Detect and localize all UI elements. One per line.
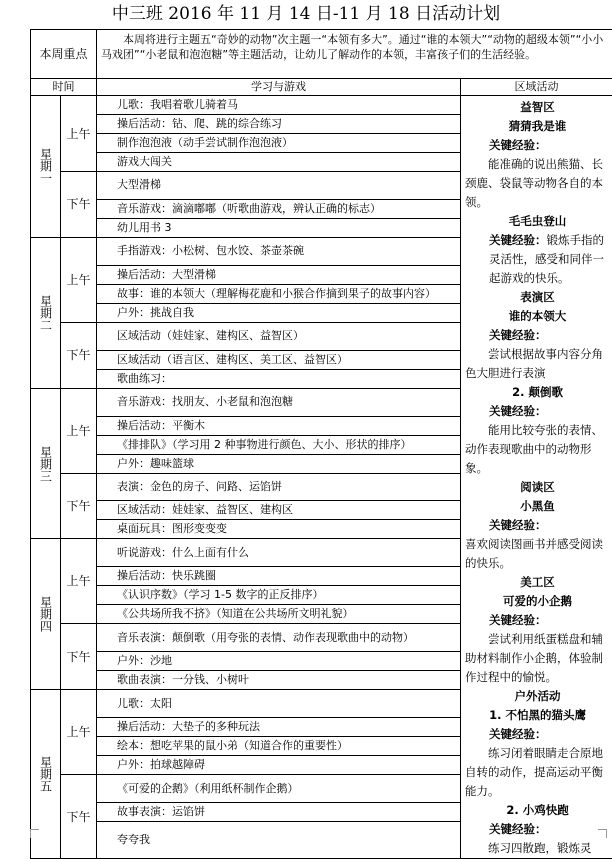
day-row (31, 96, 612, 115)
activity-cell: 儿歌：我唱着歌儿骑着马 (97, 96, 461, 115)
area-activities (461, 96, 612, 859)
header-time: 时间 (31, 79, 97, 96)
key-experience-text: 练习四散跑，锻炼灵 (465, 839, 610, 858)
activity-cell: 操后活动：大垫子的多种玩法 (97, 718, 461, 737)
activity-cell: 操后活动：大型滑梯 (97, 265, 461, 284)
key-experience-label: 关键经验： (465, 725, 610, 744)
activity-cell: 《认识序数》（学习 1-5 数字的正反排序） (97, 586, 461, 605)
area-title: 益智区 (465, 98, 610, 117)
area-title: 阅读区 (465, 478, 610, 497)
key-experience-label: 关键经验： (465, 402, 610, 421)
activity-cell: 区域活动（语言区、建构区、美工区、益智区） (97, 350, 461, 369)
area-title: 表演区 (465, 288, 610, 307)
activity-cell: 听说游戏：什么上面有什么 (97, 539, 461, 567)
key-experience-label: 关键经验： (465, 611, 610, 630)
header-area: 区域活动 (461, 79, 612, 96)
activity-cell: 制作泡泡液（动手尝试制作泡泡液） (97, 134, 461, 153)
activity-cell: 桌面玩具：图形变变变 (97, 520, 461, 539)
activity-cell: 歌曲练习： (97, 369, 461, 388)
key-experience-text: 喜欢阅读图画书并感受阅读的快乐。 (465, 535, 610, 573)
activity-cell: 户外：挑战自我 (97, 303, 461, 322)
area-title: 1. 不怕黑的猫头鹰 (465, 706, 610, 725)
activity-cell: 夸夸我 (97, 822, 461, 859)
morning-label: 上午 (61, 539, 97, 624)
header-learning: 学习与游戏 (97, 79, 461, 96)
activity-cell: 《公共场所我不挤》（知道在公共场所文明礼貌） (97, 605, 461, 624)
day-label: 星期三 (31, 388, 61, 539)
activity-cell: 故事：谁的本领大（理解梅花鹿和小猴合作摘到果子的故事内容） (97, 284, 461, 303)
activity-cell: 操后活动：平衡木 (97, 416, 461, 435)
activity-cell: 游戏大闯关 (97, 153, 461, 172)
activity-cell: 操后活动：钻、爬、跳的综合练习 (97, 115, 461, 134)
key-experience-text: 尝试根据故事内容分角色大胆进行表演 (465, 345, 610, 383)
activity-cell: 歌曲表演：一分钱、小树叶 (97, 671, 461, 690)
activity-cell: 音乐表演：颠倒歌（用夸张的表情、动作表现歌曲中的动物） (97, 624, 461, 652)
key-experience-label: 关键经验： (465, 136, 610, 155)
area-title: 小黑鱼 (465, 497, 610, 516)
morning-label: 上午 (61, 690, 97, 775)
afternoon-label: 下午 (61, 473, 97, 539)
activity-cell: 儿歌：太阳 (97, 690, 461, 718)
area-title: 谁的本领大 (465, 307, 610, 326)
focus-row (31, 30, 612, 79)
activity-cell: 区域活动（娃娃家、建构区、益智区） (97, 322, 461, 350)
area-title: 猜猜我是谁 (465, 117, 610, 136)
activity-cell: 故事表演：运馅饼 (97, 803, 461, 822)
activity-cell: 《排排队》（学习用 2 种事物进行颜色、大小、形状的排序） (97, 435, 461, 454)
area-title: 毛毛虫登山 (465, 212, 610, 231)
focus-label: 本周重点 (31, 30, 97, 79)
day-label: 星期四 (31, 539, 61, 690)
activity-cell: 绘本：想吃苹果的鼠小弟（知道合作的重要性） (97, 737, 461, 756)
activity-cell: 户外：沙地 (97, 652, 461, 671)
key-experience-text: 能准确的说出熊猫、长颈鹿、袋鼠等动物各自的本领。 (465, 155, 610, 212)
activity-cell: 表演：金色的房子、问路、运馅饼 (97, 473, 461, 501)
key-experience-label: 关键经验： (465, 516, 610, 535)
day-label: 星期五 (31, 690, 61, 859)
afternoon-label: 下午 (61, 775, 97, 859)
activity-cell: 大型滑梯 (97, 172, 461, 200)
activity-cell: 操后活动：快乐跳圈 (97, 567, 461, 586)
morning-label: 上午 (61, 388, 97, 473)
activity-cell: 《可爱的企鹅》（利用纸杯制作企鹅） (97, 775, 461, 803)
activity-cell: 区域活动：娃娃家、益智区、建构区 (97, 501, 461, 520)
afternoon-label: 下午 (61, 322, 97, 388)
header-row (31, 79, 612, 96)
key-experience-text: 能用比较夸张的表情、动作表现歌曲中的动物形象。 (465, 421, 610, 478)
page-title: 中三班 2016 年 11 月 14 日-11 月 18 日活动计划 (0, 0, 612, 28)
activity-cell: 音乐游戏：找朋友、小老鼠和泡泡糖 (97, 388, 461, 416)
key-experience-text: 锻炼手指的灵活性，感受和同伴一起游戏的快乐。 (489, 233, 604, 285)
day-label: 星期二 (31, 237, 61, 388)
morning-label: 上午 (61, 96, 97, 172)
key-experience-text: 尝试利用纸蛋糕盘和辅助材料制作小企鹅，体验制作过程中的愉悦。 (465, 630, 610, 687)
activity-cell: 音乐游戏：滴滴嘟嘟（听歌曲游戏，辨认正确的标志） (97, 199, 461, 218)
day-label: 星期一 (31, 96, 61, 238)
key-experience-label: 关键经验： (489, 233, 547, 247)
key-experience-label: 关键经验： (465, 820, 610, 839)
activity-cell: 幼儿用书 3 (97, 218, 461, 237)
key-experience-label: 关键经验： (465, 326, 610, 345)
area-title: 可爱的小企鹅 (465, 592, 610, 611)
weekly-plan-table (30, 29, 612, 859)
area-title: 户外活动 (465, 687, 610, 706)
focus-text: 本周将进行主题五“奇妙的动物”次主题一“本领有多大”。通过“谁的本领大”“动物的超级本领”“小小马戏团”“小老鼠和泡泡糖”等主题活动，让幼儿了解动作的本领，丰富孩子们的生活经验。 (97, 30, 612, 79)
area-title: 2. 小鸡快跑 (465, 801, 610, 820)
morning-label: 上午 (61, 237, 97, 322)
afternoon-label: 下午 (61, 624, 97, 690)
key-experience-text: 练习闭着眼睛走合原地自转的动作，提高运动平衡能力。 (465, 744, 610, 801)
key-experience-inline (465, 231, 610, 288)
activity-cell: 户外：趣味篮球 (97, 454, 461, 473)
afternoon-label: 下午 (61, 172, 97, 238)
activity-cell: 手指游戏：小松树、包水饺、茶壶茶碗 (97, 237, 461, 265)
area-title: 美工区 (465, 573, 610, 592)
area-title: 2. 颠倒歌 (465, 383, 610, 402)
activity-cell: 户外：拍球越障碍 (97, 756, 461, 775)
